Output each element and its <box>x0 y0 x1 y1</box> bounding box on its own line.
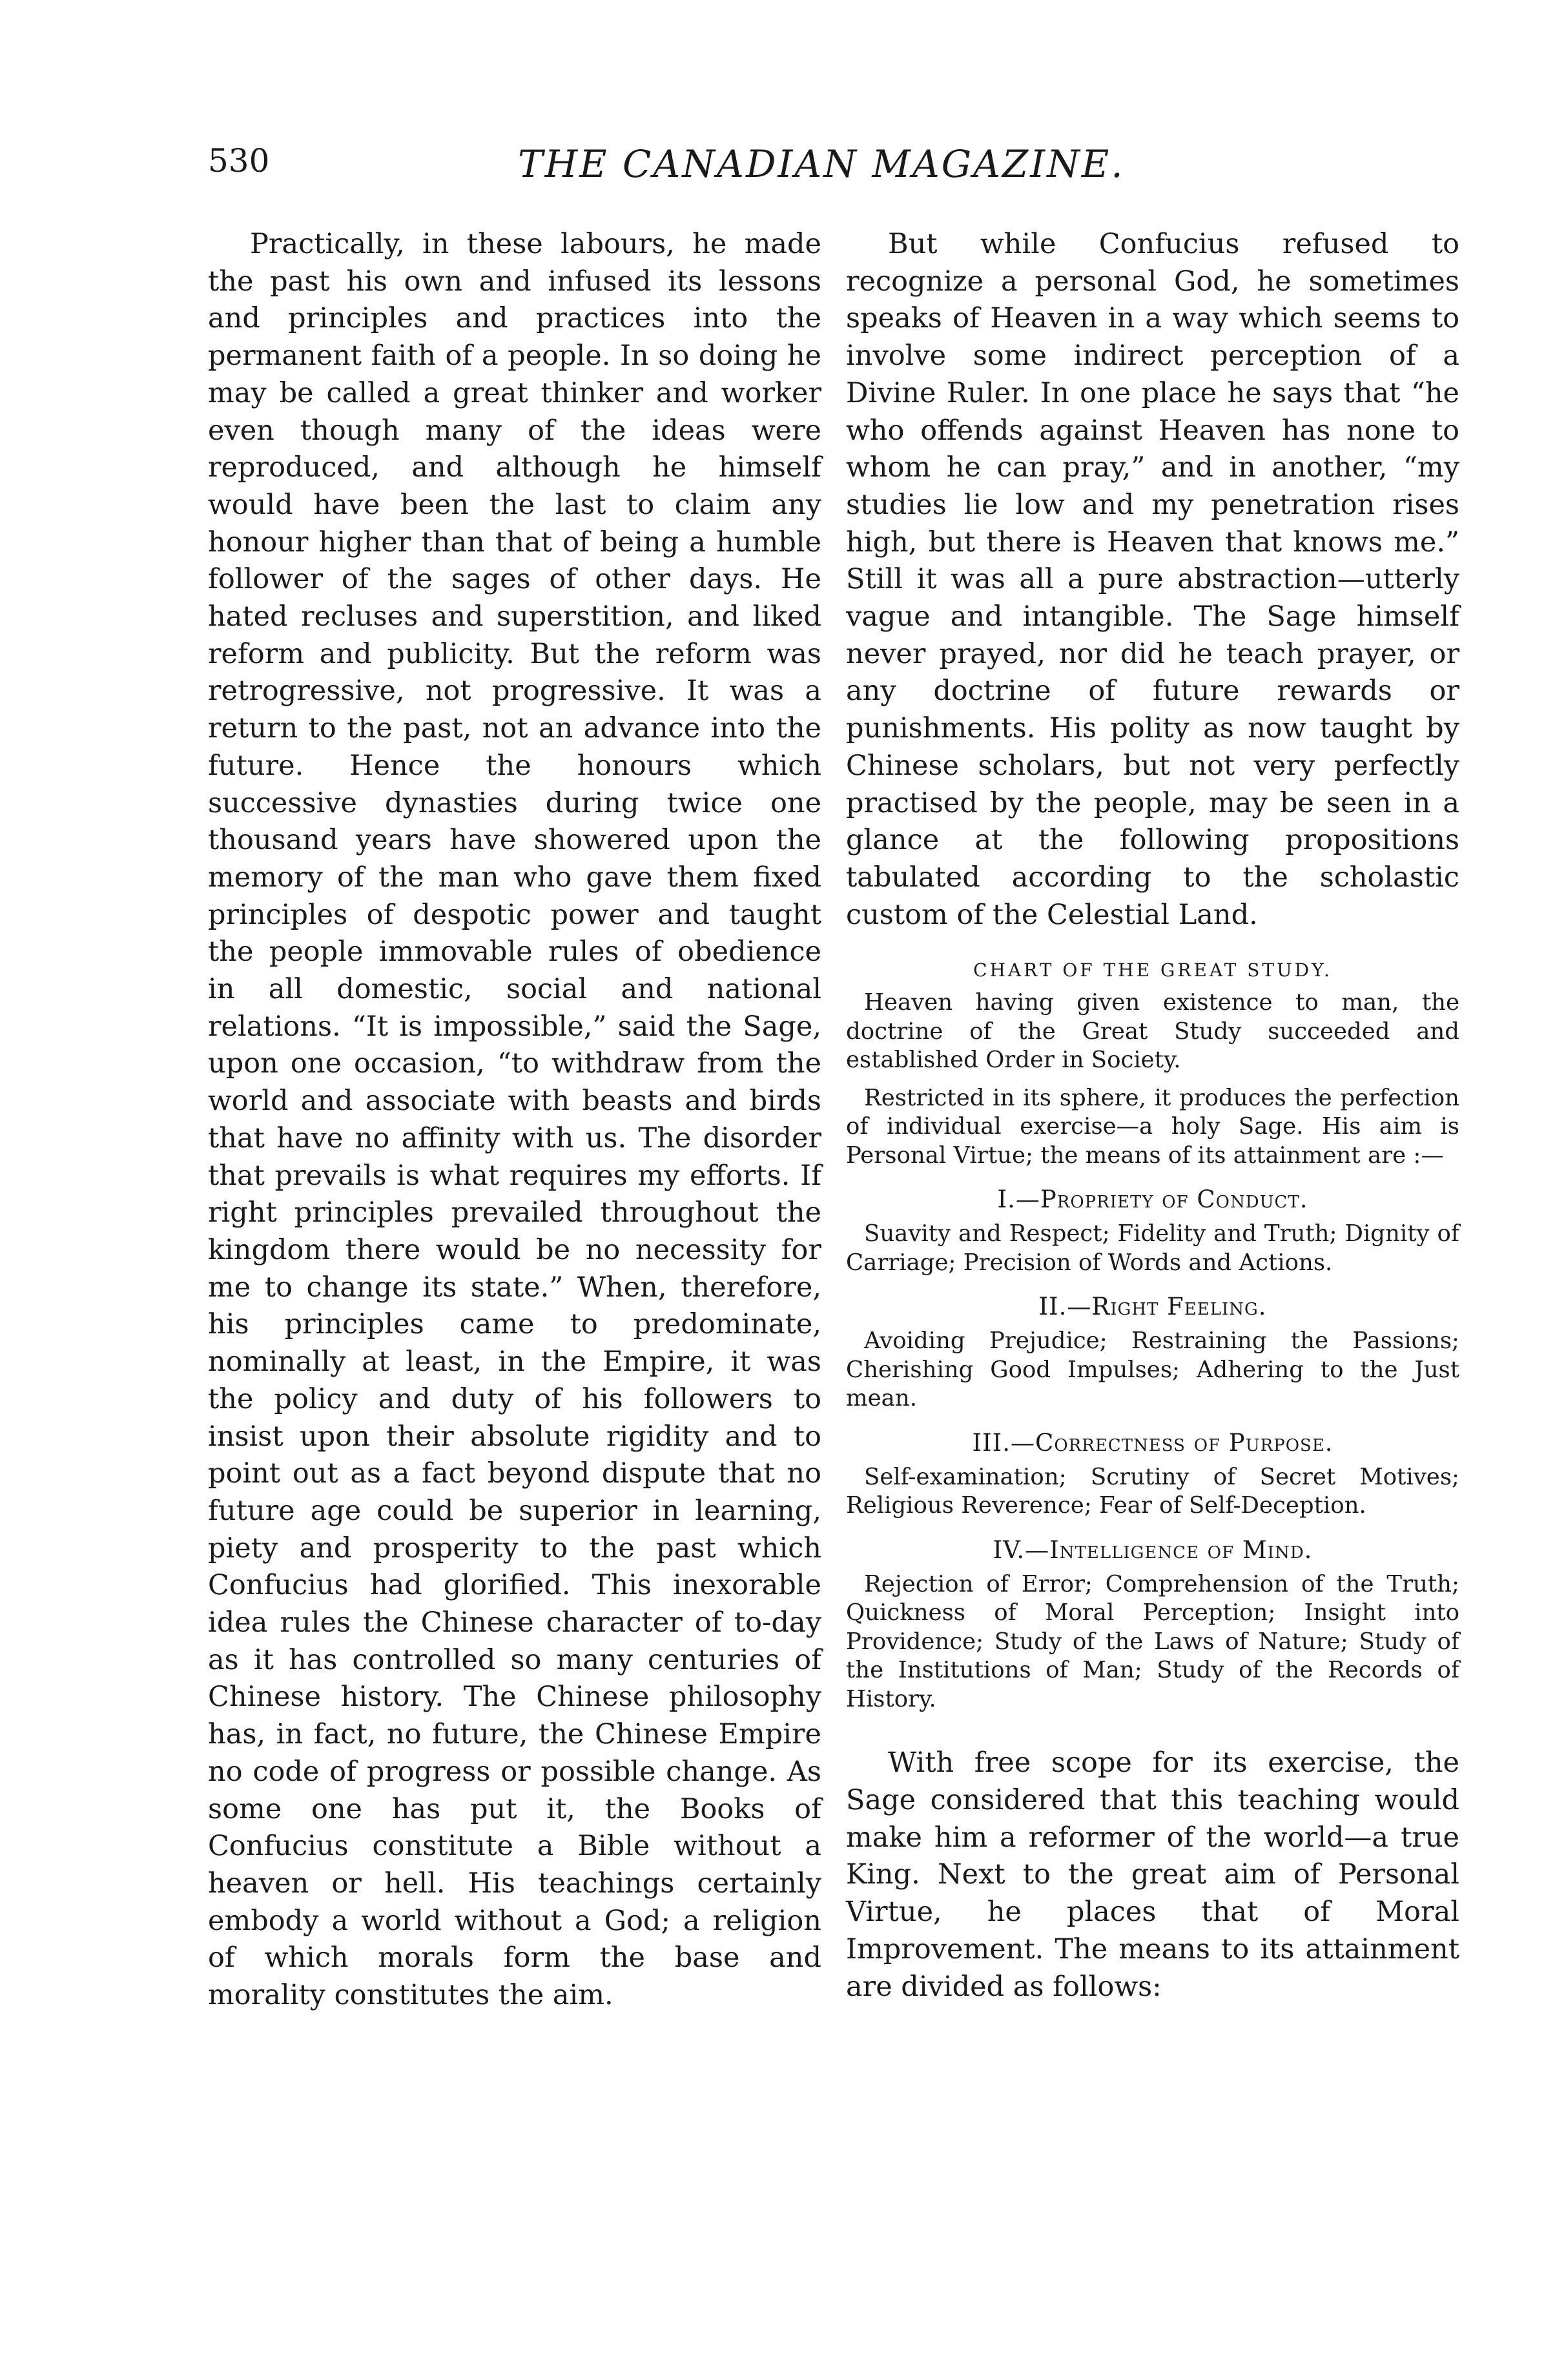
chart-of-great-study <box>846 959 1459 1714</box>
chart-paragraph-1: Heaven having given existence to man, the doctrine of the Great Study succeeded and established Order in Society. <box>846 989 1459 1074</box>
page-header <box>208 142 1467 194</box>
chart-section-text: Rejection of Error; Comprehension of the Truth; Quickness of Moral Perception; Insight into Providence; Study of the Laws of Nature; Study of the Institutions of Man; Study of the Records of History. <box>846 1570 1459 1712</box>
page-number: 530 <box>208 142 270 180</box>
right-column <box>846 226 1459 2006</box>
chart-section-heading: I.—Propriety of Conduct. <box>997 1185 1308 1214</box>
chart-paragraph-2: Restricted in its sphere, it produces the perfection of individual exercise—a holy Sage. His aim is Personal Virtue; the means of its attainment are :— <box>846 1084 1459 1169</box>
chart-section-text: Suavity and Respect; Fidelity and Truth; Dignity of Carriage; Precision of Words and Actions. <box>846 1220 1459 1276</box>
right-closing-paragraph: With free scope for its exercise, the Sage considered that this teaching would make him a reformer of the world—a true King. Next to the great aim of Personal Virtue, he places that of Moral Improvement. The means to its attainment are divided as follows: <box>846 1747 1459 2003</box>
left-column <box>208 226 821 2015</box>
chart-title: CHART OF THE GREAT STUDY. <box>973 959 1332 981</box>
left-paragraph: Practically, in these labours, he made the past his own and infused its lessons and principles and practices into the permanent faith of a people. In so doing he may be called a great thinker and worker even though many of the ideas were reproduced, and although he himself would have been the last to claim any honour higher than that of being a humble follower of the sages of other days. He hated recluses and superstition, and liked reform and publicity. But the reform was retrogressive, not progressive. It was a return to the past, not an advance into the future. Hence the honours which successive dynasties during twice one thousand years have showered upon the memory of the man who gave them fixed principles of despotic power and taught the people immovable rules of obedience in all domestic, social and national relations. “It is impossible,” said the Sage, upon one occasion, “to withdraw from the world and associate with beasts and birds that have no affinity with us. The disorder that prevails is what requires my efforts. If right principles prevailed throughout the kingdom there would be no necessity for me to change its state.” When, therefore, his principles came to predominate, nominally at least, in the Empire, it was the policy and duty of his followers to insist upon their absolute rigidity and to point out as a fact beyond dispute that no future age could be superior in learning, piety and prosperity to the past which Confucius had glorified. This inexorable idea rules the Chinese character of to-day as it has controlled so many centuries of Chinese history. The Chinese philosophy has, in fact, no future, the Chinese Empire no code of progress or possible change. As some one has put it, the Books of Confucius constitute a Bible without a heaven or hell. His teachings certainly embody a world without a God; a religion of which morals form the base and morality constitutes the aim. <box>208 228 821 2012</box>
running-title: THE CANADIAN MAGAZINE. <box>518 142 1125 186</box>
chart-section-text: Self-examination; Scrutiny of Secret Motives; Religious Reverence; Fear of Self-Deception. <box>846 1463 1459 1519</box>
chart-section-heading: III.—Correctness of Purpose. <box>972 1428 1334 1457</box>
right-intro-paragraph: But while Confucius refused to recognize a personal God, he sometimes speaks of Heaven in a way which seems to involve some indirect perception of a Divine Ruler. In one place he says that “he who offends against Heaven has none to whom he can pray,” and in another, “my studies lie low and my penetration rises high, but there is Heaven that knows me.” Still it was all a pure abstraction—utterly vague and intangible. The Sage himself never prayed, nor did he teach prayer, or any doctrine of future rewards or punishments. His polity as now taught by Chinese scholars, but not very perfectly practised by the people, may be seen in a glance at the following propositions tabulated according to the scholastic custom of the Celestial Land. <box>846 228 1459 931</box>
chart-section-text: Avoiding Prejudice; Restraining the Passions; Cherishing Good Impulses; Adhering to the Just mean. <box>846 1328 1459 1412</box>
chart-section-heading: IV.—Intelligence of Mind. <box>993 1535 1313 1564</box>
chart-section-heading: II.—Right Feeling. <box>1038 1293 1267 1321</box>
